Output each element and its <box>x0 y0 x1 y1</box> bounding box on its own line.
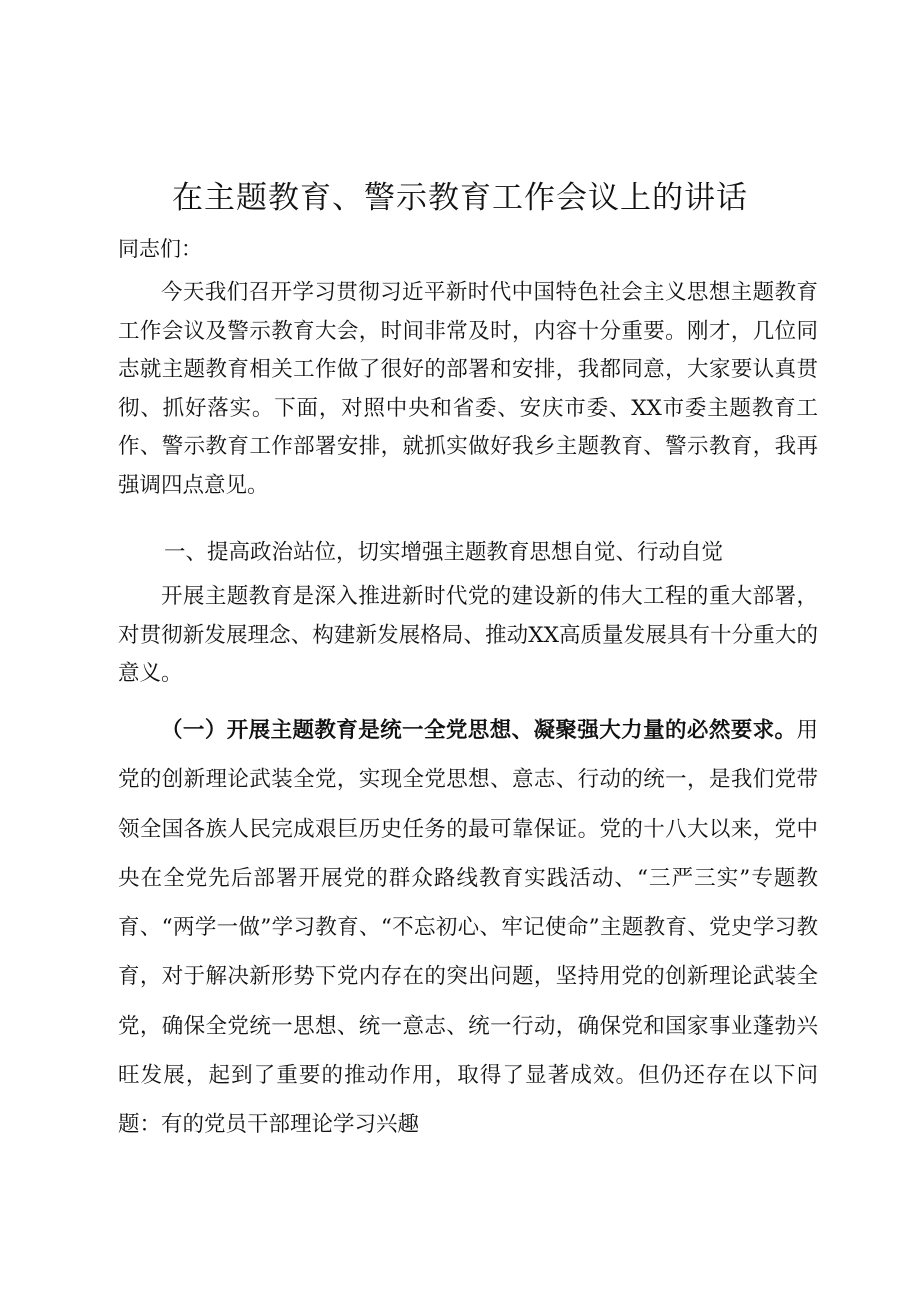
document-title: 在主题教育、警示教育工作会议上的讲话 <box>172 180 748 216</box>
subsection-heading-1: （一）开展主题教育是统一全党思想、凝聚强大力量的必然要求。 <box>161 718 797 743</box>
paragraph-subsection-1 <box>118 706 818 1150</box>
subsection-body-1: 用党的创新理论武装全党，实现全党思想、意志、行动的统一，是我们党带领全国各族人民完成艰巨历史任务的最可靠保证。党的十八大以来，党中央在全党先后部署开展党的群众路线教育实践活动、“三严三实”专题教育、“两学一做”学习教育、“不忘初心、牢记使命”主题教育、党史学习教育，对于解决新形势下党内存在的突出问题，坚持用党的创新理论武装全党，确保全党统一思想、统一意志、统一行动，确保党和国家事业蓬勃兴旺发展，起到了重要的推动作用，取得了显著成效。但仍还存在以下问题：有的党员干部理论学习兴趣 <box>118 718 818 1138</box>
salutation: 同志们： <box>118 237 202 261</box>
section-heading-1: 一、提高政治站位，切实增强主题教育思想自觉、行动自觉 <box>164 540 724 565</box>
paragraph-section-intro: 开展主题教育是深入推进新时代党的建设新的伟大工程的重大部署，对贯彻新发展理念、构建新发展格局、推动XX高质量发展具有十分重大的意义。 <box>118 584 818 686</box>
paragraph-opening: 今天我们召开学习贯彻习近平新时代中国特色社会主义思想主题教育工作会议及警示教育大会，时间非常及时，内容十分重要。刚才，几位同志就主题教育相关工作做了很好的部署和安排，我都同意，大家要认真贯彻、抓好落实。下面，对照中央和省委、安庆市委、XX市委主题教育工作、警示教育工作部署安排，就抓实做好我乡主题教育、警示教育，我再强调四点意见。 <box>118 280 818 498</box>
